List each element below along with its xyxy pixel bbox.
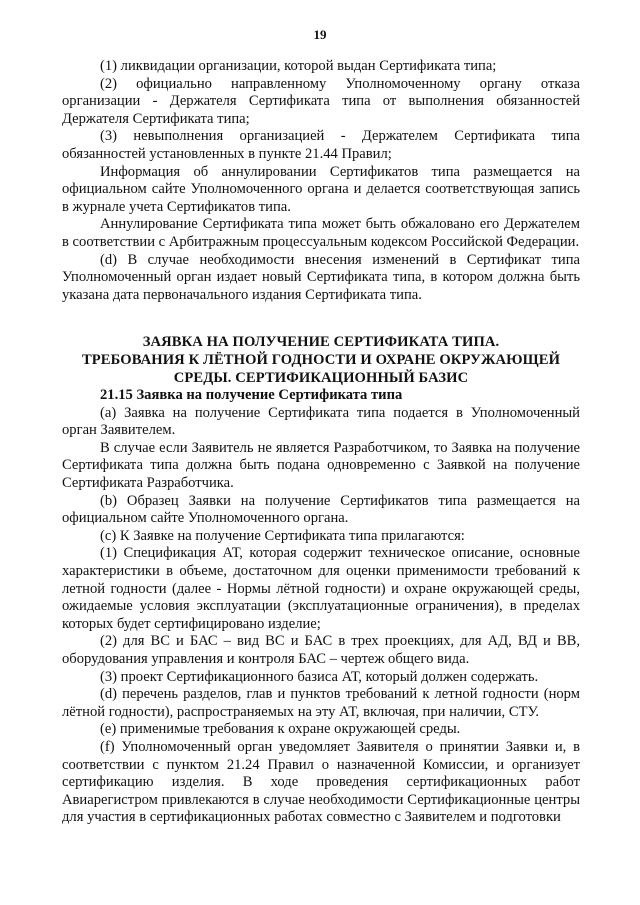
section-paragraph-d: (d) перечень разделов, глав и пунктов требований к летной годности (норм лётной годности), распространяемых на эту АТ, включая, при наличии, СТУ. (62, 686, 580, 720)
paragraph-annulment-appeal: Аннулирование Сертификата типа может быть обжаловано его Держателем в соответствии с Арбитражным процессуальным кодексом Российской Федерации. (62, 216, 580, 250)
section-paragraph-f: (f) Уполномоченный орган уведомляет Заявителя о принятии Заявки и, в соответствии с пунктом 21.24 Правил о назначенной Комиссии, и организует сертификацию изделия. В ходе проведения сертификационных работ Авиарегистром привлекаются в случае необходимости Сертификационные центры для участия в сертификационных работах совместно с Заявителем и подготовки (62, 738, 580, 826)
section-paragraph-c2: (2) для ВС и БАС – вид ВС и БАС в трех проекциях, для АД, ВД и ВВ, оборудования управления и контроля БАС – чертеж общего вида. (62, 633, 580, 667)
section-paragraph-e: (e) применимые требования к охране окружающей среды. (100, 721, 461, 738)
page-number: 19 (313, 27, 327, 42)
paragraph-item-3: (3) невыполнения организацией - Держателем Сертификата типа обязанностей установленных в пункте 21.44 Правил; (62, 128, 580, 162)
paragraph-item-d: (d) В случае необходимости внесения изменений в Сертификат типа Уполномоченный орган издает новый Сертификата типа, в котором должна быть указана дата первоначального издания Сертификата типа. (62, 251, 580, 303)
heading-line-2: ТРЕБОВАНИЯ К ЛЁТНОЙ ГОДНОСТИ И ОХРАНЕ ОКРУЖАЮЩЕЙ (81, 351, 561, 368)
heading-line-1: ЗАЯВКА НА ПОЛУЧЕНИЕ СЕРТИФИКАТА ТИПА. (142, 334, 500, 351)
paragraph-annulment-info: Информация об аннулировании Сертификатов типа размещается на официальном сайте Уполномоченного органа и делается соответствующая запись в журнале учета Сертификатов типа. (62, 163, 580, 215)
heading-line-3: СРЕДЫ. СЕРТИФИКАЦИОННЫЙ БАЗИС (173, 369, 469, 386)
chapter-heading (62, 334, 580, 387)
page-content (62, 58, 580, 827)
section-title: 21.15 Заявка на получение Сертификата типа (100, 387, 403, 404)
section-paragraph-c1: (1) Спецификация АТ, которая содержит техническое описание, основные характеристики в объеме, достаточном для оценки применимости требований к летной годности (далее - Нормы лётной годности) и охране окружающей среды, ожидаемые условия эксплуатации (эксплуатационные ограничения), в пределах которых будет сертифицировано изделие; (62, 545, 580, 632)
section-paragraph-b: (b) Образец Заявки на получение Сертификатов типа размещается на официальном сайте Уполномоченного органа. (62, 492, 580, 527)
section-paragraph-a: (a) Заявка на получение Сертификата типа подается в Уполномоченный орган Заявителем. (62, 404, 580, 439)
paragraph-item-1: (1) ликвидации организации, которой выдан Сертификата типа; (100, 58, 497, 74)
paragraph-item-2: (2) официально направленному Уполномоченному органу отказа организации - Держателя Сертификата типа от выполнения обязанностей Держателя Сертификата типа; (62, 75, 580, 127)
section-paragraph-c: (c) К Заявке на получение Сертификата типа прилагаются: (100, 527, 465, 544)
section-paragraph-developer: В случае если Заявитель не является Разработчиком, то Заявка на получение Сертификата типа должна быть подана одновременно с Заявкой на получение Сертификата Разработчика. (62, 439, 580, 492)
section-paragraph-c3: (3) проект Сертификационного базиса АТ, который должен содержать. (100, 668, 539, 685)
